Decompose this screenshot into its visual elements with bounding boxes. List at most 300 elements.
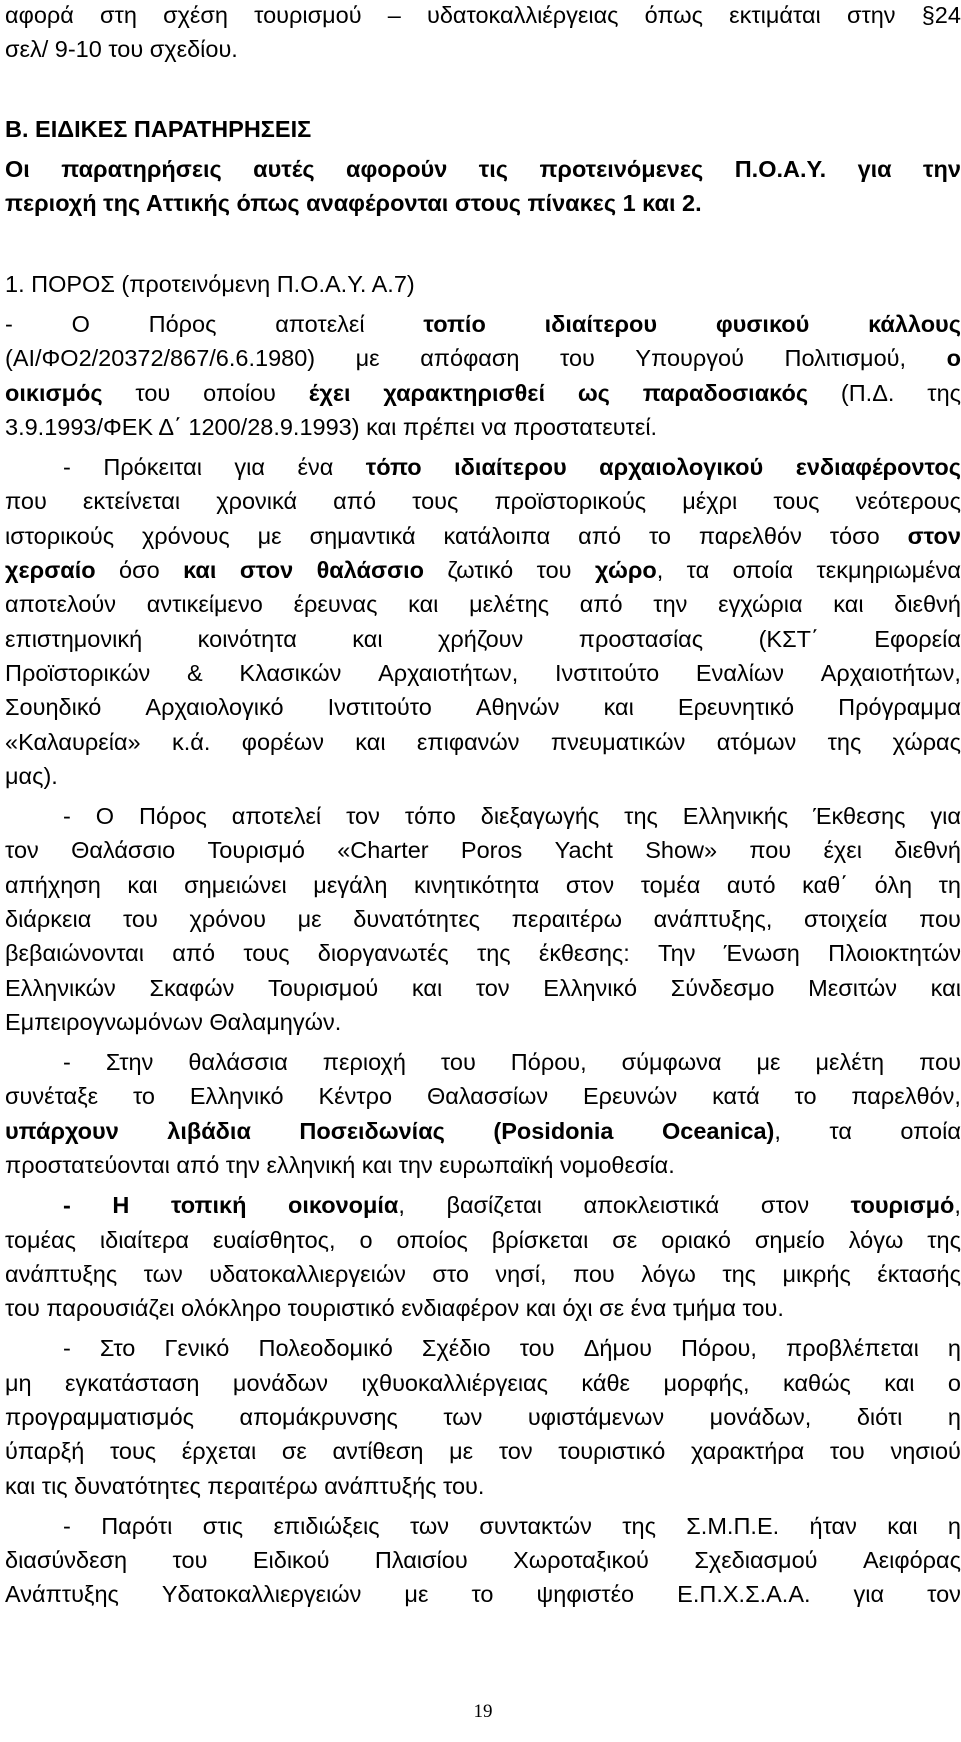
word: φυσικού: [715, 311, 810, 337]
word: (Π.Δ.: [840, 380, 895, 406]
word: -: [63, 454, 71, 480]
word: κατά: [712, 1083, 760, 1109]
word: ζωτικό: [447, 557, 514, 583]
word: του: [172, 1547, 208, 1573]
word: συνέταξε: [5, 1083, 99, 1109]
word: εγχώρια: [718, 591, 803, 617]
word: βεβαιώνονται: [5, 940, 144, 966]
word: Σχεδιασμού: [694, 1547, 818, 1573]
word: αρχαιολογικού: [599, 454, 764, 480]
word: Πόρος: [138, 803, 207, 829]
word: στον: [760, 1192, 810, 1218]
word: Θαλασσίων: [426, 1083, 549, 1109]
word: Υπουργού: [635, 345, 744, 371]
word: ιστορικούς: [5, 523, 115, 549]
word: κινητικότητα: [413, 872, 540, 898]
text-run: και τις δυνατότητες περαιτέρω ανάπτυξής του.: [5, 1473, 485, 1499]
text-line: [63, 1333, 961, 1363]
word: στην: [846, 2, 896, 28]
word: -: [63, 1335, 71, 1361]
word: της: [624, 803, 658, 829]
text-line: [5, 154, 961, 184]
word: ψηφιστέο: [536, 1581, 635, 1607]
word: Χωροταξικού: [513, 1547, 649, 1573]
word: παρατηρήσεις: [61, 156, 222, 182]
word: τοπίο: [423, 311, 486, 337]
word: για: [930, 803, 961, 829]
text-line: [5, 692, 961, 722]
word: έκθεσης:: [538, 940, 630, 966]
word: για: [853, 1581, 885, 1607]
word: στο: [432, 1261, 469, 1287]
word: απομάκρυνσης: [239, 1404, 398, 1430]
word: -: [63, 803, 71, 829]
word: ο: [946, 345, 961, 371]
text-line: [5, 1007, 961, 1037]
word: έχει: [308, 380, 351, 406]
text-line: [63, 801, 961, 831]
word: Πρόγραμμα: [838, 694, 961, 720]
text-line: [5, 1116, 961, 1146]
word: Ποσειδωνίας: [299, 1118, 445, 1144]
word: Ινστιτούτο: [327, 694, 432, 720]
text-line: [5, 1579, 961, 1609]
word: Τουρισμό: [207, 837, 305, 863]
word: τους: [412, 488, 459, 514]
word: που: [919, 1049, 961, 1075]
word: περαιτέρω: [511, 906, 623, 932]
word: διοργανωτές: [317, 940, 449, 966]
word: νεότερους: [855, 488, 961, 514]
word: της: [927, 1227, 961, 1253]
word: παρελθόν: [698, 523, 802, 549]
word: για: [234, 454, 265, 480]
word: Ερευνών: [583, 1083, 678, 1109]
word: Κλασικών: [239, 660, 342, 686]
word: αποτελεί: [275, 311, 365, 337]
word: τον: [475, 975, 510, 1001]
word: Αρχαιολογικό: [145, 694, 284, 720]
word: Ελληνικό: [189, 1083, 284, 1109]
word: οποίου: [203, 380, 276, 406]
word: αποκλειστικά: [583, 1192, 720, 1218]
word: από: [579, 591, 623, 617]
word: χαρακτήρα: [690, 1438, 805, 1464]
word: Δήμου: [583, 1335, 652, 1361]
word: μικρής: [782, 1261, 851, 1287]
word: Πρόκειται: [103, 454, 202, 480]
word: υδατοκαλλιέργειας: [426, 2, 619, 28]
word: το: [794, 1083, 817, 1109]
word: Πόρου,: [510, 1049, 587, 1075]
word: των: [143, 1261, 183, 1287]
word: Πολιτισμού,: [784, 345, 907, 371]
text-line: [5, 269, 961, 299]
text-line: [63, 1190, 961, 1220]
text-line: [5, 624, 961, 654]
word: και: [833, 591, 864, 617]
word: σημειώνει: [184, 872, 287, 898]
word: στις: [202, 1513, 244, 1539]
word: εκτιμάται: [729, 2, 821, 28]
word: ανάπτυξης,: [653, 906, 773, 932]
text-line: [5, 1402, 961, 1432]
word: και: [352, 626, 383, 652]
word: σημείο: [754, 1227, 825, 1253]
word: που: [919, 906, 961, 932]
word: τις: [478, 156, 508, 182]
word: που: [749, 837, 792, 863]
word: κάθε: [581, 1370, 631, 1396]
word: Ο: [95, 803, 115, 829]
word: τον: [498, 1438, 533, 1464]
text-line: [5, 343, 961, 373]
word: τομέας: [5, 1227, 76, 1253]
word: -: [63, 1192, 71, 1218]
word: εγκατάσταση: [65, 1370, 200, 1396]
word: τους: [773, 488, 820, 514]
word: σε: [281, 1438, 307, 1464]
text-line: [5, 1471, 961, 1501]
word: Πλαισίου: [374, 1547, 468, 1573]
word: τεκμηριωμένα: [816, 557, 961, 583]
word: έρευνας: [293, 591, 378, 617]
word: κάλλους: [868, 311, 961, 337]
text-line: [5, 555, 961, 585]
word: και: [355, 729, 386, 755]
text-line: [5, 309, 961, 339]
word: χρήζουν: [438, 626, 524, 652]
word: §24: [921, 2, 961, 28]
word: με: [449, 1438, 474, 1464]
word: Ελληνικό: [543, 975, 638, 1001]
word: νησιού: [890, 1438, 961, 1464]
word: Πόρου,: [681, 1335, 757, 1361]
word: «Καλαυρεία»: [5, 729, 141, 755]
text-line: [5, 1081, 961, 1111]
word: προστασίας: [578, 626, 704, 652]
word: του: [440, 1049, 476, 1075]
word: Μεσιτών: [808, 975, 897, 1001]
word: τοπική: [170, 1192, 247, 1218]
word: της: [622, 1513, 656, 1539]
word: μελέτης: [469, 591, 550, 617]
word: επιφανών: [416, 729, 520, 755]
text-line: [5, 904, 961, 934]
word: απήχηση: [5, 872, 101, 898]
word: επιστημονική: [5, 626, 143, 652]
word: Την: [658, 940, 696, 966]
word: φορέων: [241, 729, 324, 755]
word: ατόμων: [716, 729, 797, 755]
word: λόγω: [641, 1261, 696, 1287]
word: ένα: [297, 454, 334, 480]
word: και: [884, 1370, 915, 1396]
word: για: [857, 156, 892, 182]
text-run: 1. ΠΟΡΟΣ (προτεινόμενη Π.Ο.Α.Υ. Α.7): [5, 271, 415, 297]
word: τον: [927, 1581, 961, 1607]
text-run: μας).: [5, 763, 58, 789]
word: του: [560, 345, 595, 371]
document-page: [5, 0, 961, 1742]
word: Αρχαιοτήτων,: [820, 660, 961, 686]
word: ως: [577, 380, 610, 406]
word: τον: [346, 803, 380, 829]
word: στον: [239, 557, 294, 583]
word: που: [5, 488, 47, 514]
word: Ε.Π.Χ.Σ.Α.Α.: [677, 1581, 811, 1607]
word: Εφορεία: [874, 626, 961, 652]
word: διεθνή: [894, 837, 961, 863]
word: απόφαση: [420, 345, 520, 371]
word: διάρκεια: [5, 906, 92, 932]
word: της: [722, 1261, 757, 1287]
word: ιδιαίτερου: [544, 311, 658, 337]
word: το: [471, 1581, 494, 1607]
word: η: [947, 1404, 961, 1430]
word: -: [63, 1049, 71, 1075]
word: θαλάσσιο: [316, 557, 424, 583]
word: Ελληνικών: [5, 975, 116, 1001]
word: σύμφωνα: [621, 1049, 722, 1075]
word: με: [355, 345, 380, 371]
word: σημαντικά: [309, 523, 416, 549]
word: όσο: [119, 557, 160, 583]
word: οποία: [900, 1118, 961, 1144]
text-line: [5, 378, 961, 408]
word: τόσο: [829, 523, 880, 549]
text-line: [5, 761, 961, 791]
text-line: [5, 412, 961, 442]
word: και: [408, 591, 439, 617]
text-line: [5, 1150, 961, 1180]
word: Θαλάσσιο: [71, 837, 176, 863]
word: όλη: [874, 872, 913, 898]
text-line: [63, 1047, 961, 1077]
word: υπάρχουν: [5, 1118, 119, 1144]
word: μέχρι: [682, 488, 738, 514]
word: Ένωση: [723, 940, 800, 966]
text-run: προστατεύονται από την ελληνική και την ευρωπαϊκή νομοθεσία.: [5, 1152, 675, 1178]
word: και: [411, 975, 443, 1001]
word: προβλέπεται: [785, 1335, 919, 1361]
word: χαρακτηρισθεί: [383, 380, 545, 406]
word: οικονομία,: [288, 1192, 405, 1218]
text-line: [5, 589, 961, 619]
word: ο: [947, 1370, 961, 1396]
word: Ινστιτούτο: [555, 660, 660, 686]
text-line: [5, 1225, 961, 1255]
word: στον: [565, 872, 615, 898]
word: σε: [612, 1227, 638, 1253]
word: ανάπτυξης: [5, 1261, 118, 1287]
text-run: Εμπειρογνωμόνων Θαλαμηγών.: [5, 1009, 342, 1035]
text-line: [5, 0, 961, 30]
word: κατάλοιπα: [443, 523, 551, 549]
text-line: [5, 1545, 961, 1575]
word: -: [5, 311, 13, 337]
word: επιδιώξεις: [273, 1513, 380, 1539]
word: Αρχαιοτήτων,: [378, 660, 519, 686]
word: των: [443, 1404, 483, 1430]
word: τομέα: [640, 872, 701, 898]
word: ο: [359, 1227, 373, 1253]
word: του: [829, 1438, 865, 1464]
text-line: [5, 1259, 961, 1289]
word: οριακό: [661, 1227, 731, 1253]
word: –: [387, 2, 401, 28]
word: δυνατότητες: [353, 906, 481, 932]
word: Σκαφών: [149, 975, 235, 1001]
word: ύπαρξή: [5, 1438, 85, 1464]
word: της: [827, 729, 862, 755]
word: περιοχή: [322, 1049, 406, 1075]
word: τους: [243, 940, 290, 966]
word: αντικείμενο: [146, 591, 263, 617]
word: του: [536, 557, 572, 583]
word: Yacht: [554, 837, 613, 863]
word: Έκθεσης: [813, 803, 906, 829]
word: και: [930, 975, 961, 1001]
word: Ειδικού: [252, 1547, 330, 1573]
word: Αθηνών: [475, 694, 560, 720]
word: διασύνδεση: [5, 1547, 128, 1573]
word: το: [132, 1083, 156, 1109]
word: Oceanica),: [662, 1118, 781, 1144]
word: ιδιαίτερα: [99, 1227, 189, 1253]
word: από: [578, 523, 622, 549]
word: του: [135, 380, 171, 406]
word: Οι: [5, 156, 30, 182]
text-run: 3.9.1993/ΦΕΚ Δ΄ 1200/28.9.1993) και πρέπει να προστατευτεί.: [5, 414, 658, 440]
word: τα: [829, 1118, 852, 1144]
word: λόγω: [848, 1227, 904, 1253]
word: κοινότητα: [197, 626, 297, 652]
word: η: [947, 1335, 961, 1361]
word: Σουηδικό: [5, 694, 102, 720]
word: που: [572, 1261, 615, 1287]
word: Παρότι: [101, 1513, 173, 1539]
word: Προϊστορικών: [5, 660, 151, 686]
word: αφορά: [5, 2, 74, 28]
word: μορφής,: [663, 1370, 750, 1396]
word: Αειφόρας: [862, 1547, 961, 1573]
word: τουριστικό: [558, 1438, 666, 1464]
word: Στην: [105, 1049, 154, 1075]
word: καθώς: [783, 1370, 851, 1396]
word: το: [648, 523, 671, 549]
text-line: [5, 870, 961, 900]
text-run: Β. ΕΙΔΙΚΕΣ ΠΑΡΑΤΗΡΗΣΕΙΣ: [5, 116, 312, 142]
word: ευαίσθητος,: [212, 1227, 336, 1253]
word: Poros: [460, 837, 523, 863]
word: με: [404, 1581, 429, 1607]
word: ιχθυοκαλλιέργειας: [361, 1370, 548, 1396]
word: ιδιαίτερου: [454, 454, 567, 480]
word: καθ΄: [802, 872, 849, 898]
word: έρχεται: [181, 1438, 257, 1464]
word: την: [923, 156, 961, 182]
word: μονάδων: [232, 1370, 329, 1396]
word: διότι: [856, 1404, 903, 1430]
text-line: [5, 938, 961, 968]
word: η: [947, 1513, 961, 1539]
word: μη: [5, 1370, 32, 1396]
word: τους: [109, 1438, 157, 1464]
word: τουρισμού: [254, 2, 362, 28]
word: νησί,: [495, 1261, 547, 1287]
word: Ο: [71, 311, 90, 337]
text-line: [5, 1293, 961, 1323]
text-line: [5, 835, 961, 865]
word: διεξαγωγής: [480, 803, 600, 829]
word: προϊστορικούς: [494, 488, 647, 514]
word: παρελθόν,: [851, 1083, 961, 1109]
text-line: [5, 34, 961, 64]
word: &: [187, 660, 203, 686]
text-line: [5, 486, 961, 516]
text-run: σελ/ 9-10 του σχεδίου.: [5, 36, 238, 62]
word: συντακτών: [479, 1513, 592, 1539]
word: αυτές: [253, 156, 315, 182]
word: εκτείνεται: [82, 488, 181, 514]
word: Ανάπτυξης: [5, 1581, 119, 1607]
text-line: [5, 727, 961, 757]
word: κ.ά.: [171, 729, 211, 755]
word: (Posidonia: [493, 1118, 614, 1144]
word: οποία: [732, 557, 794, 583]
word: Π.Ο.Α.Υ.: [734, 156, 827, 182]
word: Πολεοδομικό: [258, 1335, 393, 1361]
word: Πλοιοκτητών: [828, 940, 961, 966]
text-line: [63, 1511, 961, 1541]
word: χώρο,: [594, 557, 664, 583]
text-line: [63, 452, 961, 482]
text-line: [5, 114, 961, 144]
word: χρόνου: [189, 906, 266, 932]
word: Ερευνητικό: [677, 694, 795, 720]
text-run: περιοχή της Αττικής όπως αναφέρονται στους πίνακες 1 και 2.: [5, 190, 702, 216]
word: Γενικό: [164, 1335, 230, 1361]
word: -: [63, 1513, 71, 1539]
word: αποτελεί: [231, 803, 322, 829]
word: μονάδων,: [709, 1404, 812, 1430]
text-line: [5, 188, 961, 218]
word: με: [756, 1049, 781, 1075]
word: των: [409, 1513, 450, 1539]
word: την: [653, 591, 688, 617]
word: της: [927, 380, 961, 406]
word: τόπο: [404, 803, 456, 829]
word: τουρισμό,: [850, 1192, 961, 1218]
word: Σ.Μ.Π.Ε.: [686, 1513, 780, 1539]
word: οικισμός: [5, 380, 103, 406]
word: λιβάδια: [167, 1118, 251, 1144]
word: στον: [907, 523, 961, 549]
word: και: [603, 694, 634, 720]
word: υφιστάμενων: [527, 1404, 665, 1430]
word: έχει: [823, 837, 862, 863]
word: στοιχεία: [804, 906, 888, 932]
text-line: [5, 1368, 961, 1398]
word: χερσαίο: [5, 557, 96, 583]
word: ήταν: [809, 1513, 857, 1539]
word: Πόρος: [148, 311, 217, 337]
word: μελέτη: [815, 1049, 885, 1075]
word: του: [122, 906, 158, 932]
word: Σχέδιο: [421, 1335, 491, 1361]
word: Στο: [99, 1335, 136, 1361]
